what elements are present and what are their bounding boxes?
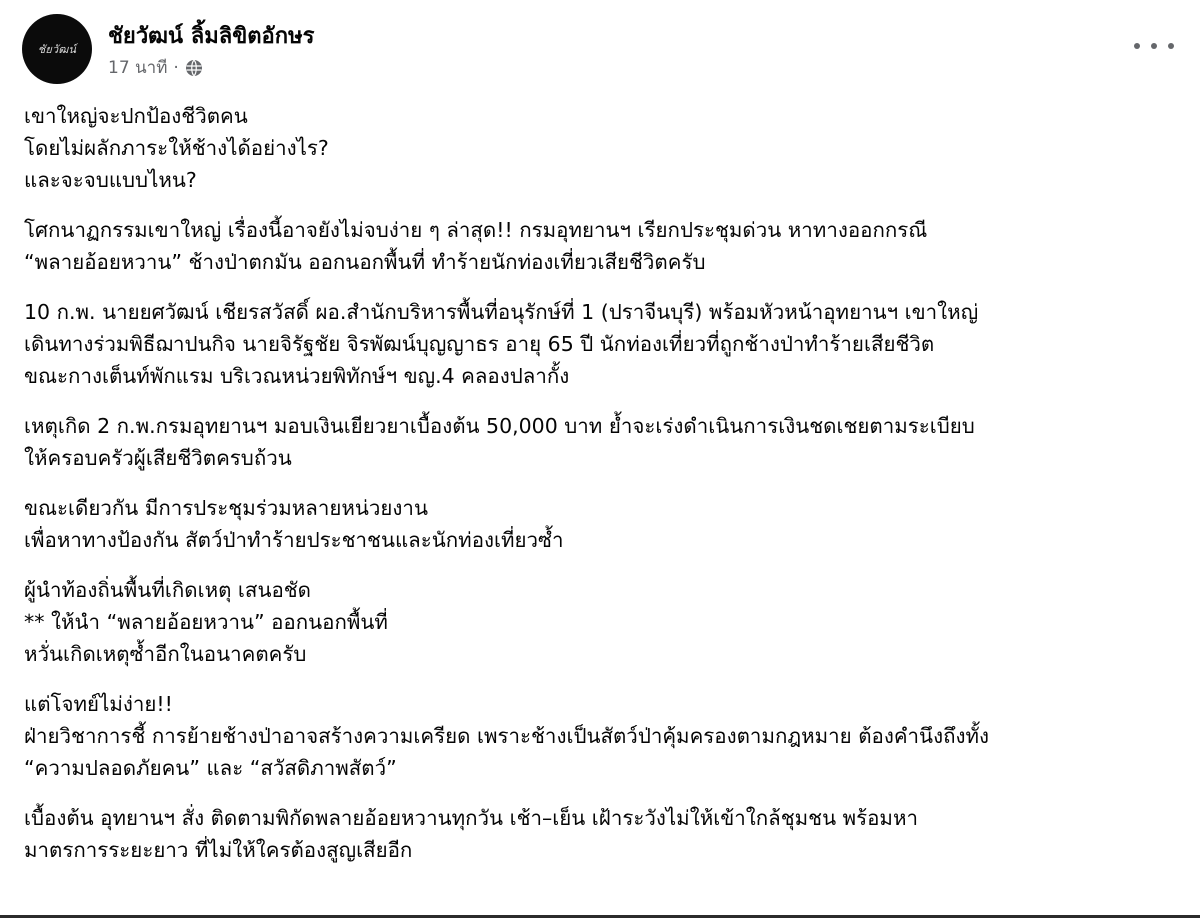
post-meta <box>108 54 203 81</box>
post-line: ** ให้นำ “พลายอ้อยหวาน” ออกนอกพื้นที่ <box>24 610 388 634</box>
avatar-logo-text: ชัยวัฒน์ <box>37 43 77 56</box>
post-line: เบื้องต้น อุทยานฯ สั่ง ติดตามพิกัดพลายอ้อยหวานทุกวัน เช้า–เย็น เฝ้าระวังไม่ให้เข้าใกล้ชุมชน พร้อมหา <box>24 806 918 830</box>
post-line: โดยไม่ผลักภาระให้ช้างได้อย่างไร? <box>24 136 329 160</box>
more-options-icon[interactable] <box>1134 34 1174 58</box>
post-line: มาตรการระยะยาว ที่ไม่ให้ใครต้องสูญเสียอีก <box>24 838 413 862</box>
post-paragraph <box>24 100 1180 196</box>
globe-icon[interactable] <box>185 59 203 77</box>
meta-separator: · <box>173 57 179 78</box>
post-line: ขณะกางเต็นท์พักแรม บริเวณหน่วยพิทักษ์ฯ ขญ.4 คลองปลากั้ง <box>24 364 570 388</box>
post-line: แต่โจทย์ไม่ง่าย!! <box>24 692 173 716</box>
post-line: 10 ก.พ. นายยศวัฒน์ เชียรสวัสดิ์ ผอ.สำนักบริหารพื้นที่อนุรักษ์ที่ 1 (ปราจีนบุรี) พร้อมหัวหน้าอุทยานฯ เขาใหญ่ <box>24 300 979 324</box>
post-paragraph <box>24 574 1180 670</box>
post-line: เดินทางร่วมพิธีฌาปนกิจ นายจิรัฐชัย จิรพัฒน์บุญญาธร อายุ 65 ปี นักท่องเที่ยวที่ถูกช้างป่าทำร้ายเสียชีวิต <box>24 332 935 356</box>
post-paragraph <box>24 214 1180 278</box>
post-line: ฝ่ายวิชาการชี้ การย้ายช้างป่าอาจสร้างความเครียด เพราะช้างเป็นสัตว์ป่าคุ้มครองตามกฎหมาย ต้องคำนึงถึงทั้ง <box>24 724 990 748</box>
post-header <box>22 14 1178 84</box>
post-line: โศกนาฏกรรมเขาใหญ่ เรื่องนี้อาจยังไม่จบง่าย ๆ ล่าสุด!! กรมอุทยานฯ เรียกประชุมด่วน หาทางออกกรณี <box>24 218 928 242</box>
more-dot <box>1151 43 1157 49</box>
post-line: ขณะเดียวกัน มีการประชุมร่วมหลายหน่วยงาน <box>24 496 428 520</box>
post-line: เหตุเกิด 2 ก.พ.กรมอุทยานฯ มอบเงินเยียวยาเบื้องต้น 50,000 บาท ย้ำจะเร่งดำเนินการเงินชดเชยตามระเบียบ <box>24 414 975 438</box>
post-paragraph <box>24 410 1180 474</box>
post-paragraph <box>24 802 1180 866</box>
post-timestamp[interactable]: 17 นาที <box>108 58 168 78</box>
post-line: “พลายอ้อยหวาน” ช้างป่าตกมัน ออกนอกพื้นที่ ทำร้ายนักท่องเที่ยวเสียชีวิตครับ <box>24 250 706 274</box>
post-body <box>24 100 1180 884</box>
post-paragraph <box>24 688 1180 784</box>
post-line: หวั่นเกิดเหตุซ้ำอีกในอนาคตครับ <box>24 642 307 666</box>
post-line: เขาใหญ่จะปกป้องชีวิตคน <box>24 104 248 128</box>
more-dot <box>1134 43 1140 49</box>
post-line: และจะจบแบบไหน? <box>24 168 197 192</box>
post-paragraph <box>24 296 1180 392</box>
post-line: ผู้นำท้องถิ่นพื้นที่เกิดเหตุ เสนอชัด <box>24 578 311 602</box>
avatar[interactable] <box>22 14 92 84</box>
more-dot <box>1168 43 1174 49</box>
post-paragraph <box>24 492 1180 556</box>
post-line: “ความปลอดภัยคน” และ “สวัสดิภาพสัตว์” <box>24 756 397 780</box>
author-name[interactable]: ชัยวัฒน์ ลิ้มลิขิตอักษร <box>108 24 315 49</box>
post-line: ให้ครอบครัวผู้เสียชีวิตครบถ้วน <box>24 446 292 470</box>
post-line: เพื่อหาทางป้องกัน สัตว์ป่าทำร้ายประชาชนและนักท่องเที่ยวซ้ำ <box>24 528 564 552</box>
